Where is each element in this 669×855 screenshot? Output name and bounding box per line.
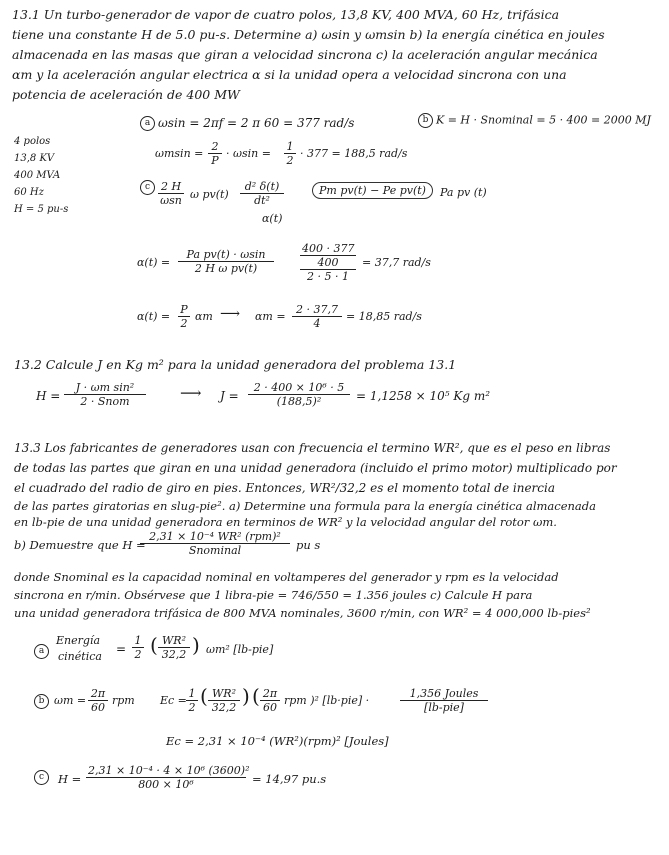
p133-b-ec-final: Ec = 2,31 × 10⁻⁴ (WR²)(rpm)² [Joules] (166, 734, 389, 748)
p133-a-fraction-wr2: $\frac{\text{WR²}}{32,2}$ (158, 634, 190, 661)
p131-a-omega-msin-mid: · ωsin = (226, 147, 271, 160)
p133-a-word-energia: Energía (56, 634, 100, 647)
p131-alpham-rhs: αm = (255, 310, 286, 323)
p133-b-open-paren-2: ( (252, 684, 260, 708)
p131-c-alpha-under-derivative: α(t) (262, 212, 283, 225)
p133-b-open-paren-1: ( (200, 684, 208, 708)
p132-arrow-icon: ⟶ (180, 384, 202, 402)
p131-c-second-derivative: $\frac{\text{d² δ(t)}}{\text{dt²}}$ (240, 180, 284, 207)
p133-statement-line1: 13.3 Los fabricantes de generadores usan con frecuencia el termino WR², que es el peso en libras (14, 441, 611, 455)
p132-j-lhs: J = (220, 389, 239, 403)
p131-a-omega-sin: a ωsin = 2πf = 2 π 60 = 377 rad/s (140, 116, 354, 131)
p133-statement-line3: el cuadrado del radio de giro en pies. Entonces, WR²/32,2 es el momento total de inercia (14, 481, 556, 495)
p131-a-fraction-1-over-2: $\frac{1}{2}$ (284, 140, 296, 167)
p131-statement-line1: 13.1 Un turbo-generador de vapor de cuatro polos, 13,8 KV, 400 MVA, 60 Hz, trifásica (12, 7, 560, 22)
part-b-circle-label: b (418, 113, 433, 128)
p133-a-close-paren: ) (192, 633, 200, 657)
part-b-circle-label-2: b (34, 694, 52, 709)
p133-c-h-lhs: H = (58, 772, 82, 786)
p133-b-fraction-half: $\frac{1}{2}$ (186, 687, 198, 714)
p132-h-fraction: J · ωm sin² 2 · Snom (64, 381, 146, 408)
p133-b-fraction-joules: 1,356 Joules [lb-pie] (400, 687, 488, 714)
p133-b-fraction-wr2: $\frac{\text{WR²}}{32,2}$ (208, 687, 240, 714)
p133-b-omega-lhs: ωm = (54, 694, 87, 707)
p133-a-fraction-half: $\frac{1}{2}$ (132, 634, 144, 661)
given-power: 400 MVA (14, 170, 61, 181)
p133-c-fraction: $\frac{\text{2,31 × 10⁻⁴ · 4 × 10⁶ (3600)²}}{\text{800 × 10⁶}}$ (88, 764, 250, 791)
p133-b-ec-lhs: Ec = (160, 694, 187, 707)
p133-statement-line7: donde Snominal es la capacidad nominal en voltamperes del generador y rpm es la velocidad (14, 570, 559, 584)
p133-statement-line4: de las partes giratorias en slug-pie². a) Determine una formula para la energía cinética almacenada (14, 499, 596, 513)
p133-statement-line6-pre: b) Demuestre que H = (14, 538, 146, 552)
p131-alpha-lhs: α(t) = (137, 256, 171, 269)
p131-statement-line4: αm y la aceleración angular electrica α si la unidad opera a velocidad sincrona con una (12, 67, 567, 82)
given-frequency: 60 Hz (14, 187, 44, 198)
p133-statement-line8: sincrona en r/min. Obsérvese que 1 libra-pie = 746/550 = 1.356 joules c) Calcule H para (14, 588, 533, 602)
p133-c-result: = 14,97 pu.s (252, 772, 327, 786)
p131-a-omega-msin-result: · 377 = 188,5 rad/s (300, 147, 408, 160)
p133-a-equals: = (116, 642, 127, 656)
p131-alpham-result: = 18,85 rad/s (346, 310, 422, 323)
p133-b-rpm: rpm (112, 694, 135, 707)
p132-h-lhs: H = (36, 389, 61, 403)
p131-alpham-alpha-m: αm (195, 310, 213, 323)
p131-alpham-fraction-p-over-2: $\frac{P}{2}$ (178, 303, 190, 330)
p131-alpham-fraction-numeric: $\frac{2 \cdot 37,7}{4}$ (292, 303, 342, 330)
p131-b-kinetic-energy: b K = H · Snominal = 5 · 400 = 2000 MJ (418, 113, 651, 128)
p133-statement-line2: de todas las partes que giran en una unidad generadora (incluido el primo motor) multiplicado por (14, 461, 617, 475)
p133-b-mid: rpm )² [lb·pie] · (284, 694, 370, 707)
p133-a-open-paren: ( (150, 633, 158, 657)
p133-h-formula-fraction: 2,31 × 10⁻⁴ WR² (rpm)² Snominal (140, 530, 290, 557)
p131-alpha-result: = 37,7 rad/s (362, 256, 431, 269)
given-inertia-constant: H = 5 pu-s (14, 204, 69, 215)
p131-c-omega-pv: ω pv(t) (190, 188, 229, 201)
part-a-circle-label-2: a (34, 644, 52, 659)
p131-alpha-fraction-numeric: 400 · 377 400 2 · 5 · 1 (302, 242, 355, 283)
p133-a-word-cinetica: cinética (58, 650, 102, 663)
p131-statement-line2: tiene una constante H de 5.0 pu-s. Determine a) ωsin y ωmsin b) la energía cinética en joules (12, 27, 605, 42)
p131-a-omega-msin-lhs: ωmsin = (155, 147, 204, 160)
p131-alpha-fraction-symbolic: $\frac{\text{Pa pv(t) · ωsin}}{\text{2 H ω pv(t)}}$ (178, 248, 274, 275)
p131-statement-line3: almacenada en las masas que giran a velocidad sincrona c) la aceleración angular mecánica (12, 47, 598, 62)
p133-b-close-paren-1: ) (242, 684, 250, 708)
p131-alpham-arrow-icon: ⟶ (220, 306, 241, 322)
p132-statement: 13.2 Calcule J en Kg m² para la unidad generadora del problema 13.1 (14, 357, 457, 372)
p133-statement-line9: una unidad generadora trifásica de 800 MVA nominales, 3600 r/min, con WR² = 4 000,000 lb-pies² (14, 606, 591, 620)
p133-b-fraction-2pi-60: $\frac{2\pi}{60}$ (88, 687, 108, 714)
p131-alpham-lhs: α(t) = (137, 310, 171, 323)
p133-statement-line6-post: pu s (296, 538, 321, 552)
given-voltage: 13,8 KV (14, 153, 55, 164)
p132-j-fraction: $\frac{\text{2 · 400 × 10⁶ · 5}}{\text{(188,5)²}}$ (248, 381, 350, 408)
part-c-circle-label: c (140, 180, 158, 195)
p131-c-power-difference-box: Pm pv(t) − Pe pv(t) (312, 182, 433, 199)
part-c-circle-label-2: c (34, 770, 52, 785)
p131-c-accelerating-power: Pa pv (t) (440, 186, 487, 199)
part-a-circle-label: a (140, 116, 155, 131)
given-poles: 4 polos (14, 136, 51, 147)
p131-a-fraction-2-over-p: $\frac{2}{P}$ (208, 140, 222, 167)
p131-c-fraction-2h-over-omega: 2 H ωsn (158, 180, 184, 207)
p133-b-fraction-2pi-60-b: $\frac{2\pi}{60}$ (260, 687, 280, 714)
p132-j-result: = 1,1258 × 10⁵ Kg m² (356, 389, 491, 403)
p133-a-tail: ωm² [lb-pie] (206, 643, 274, 656)
p133-statement-line5: en lb-pie de una unidad generadora en terminos de WR² y la velocidad angular del rotor ωm. (14, 515, 557, 529)
p131-statement-line5: potencia de aceleración de 400 MW (12, 87, 240, 102)
